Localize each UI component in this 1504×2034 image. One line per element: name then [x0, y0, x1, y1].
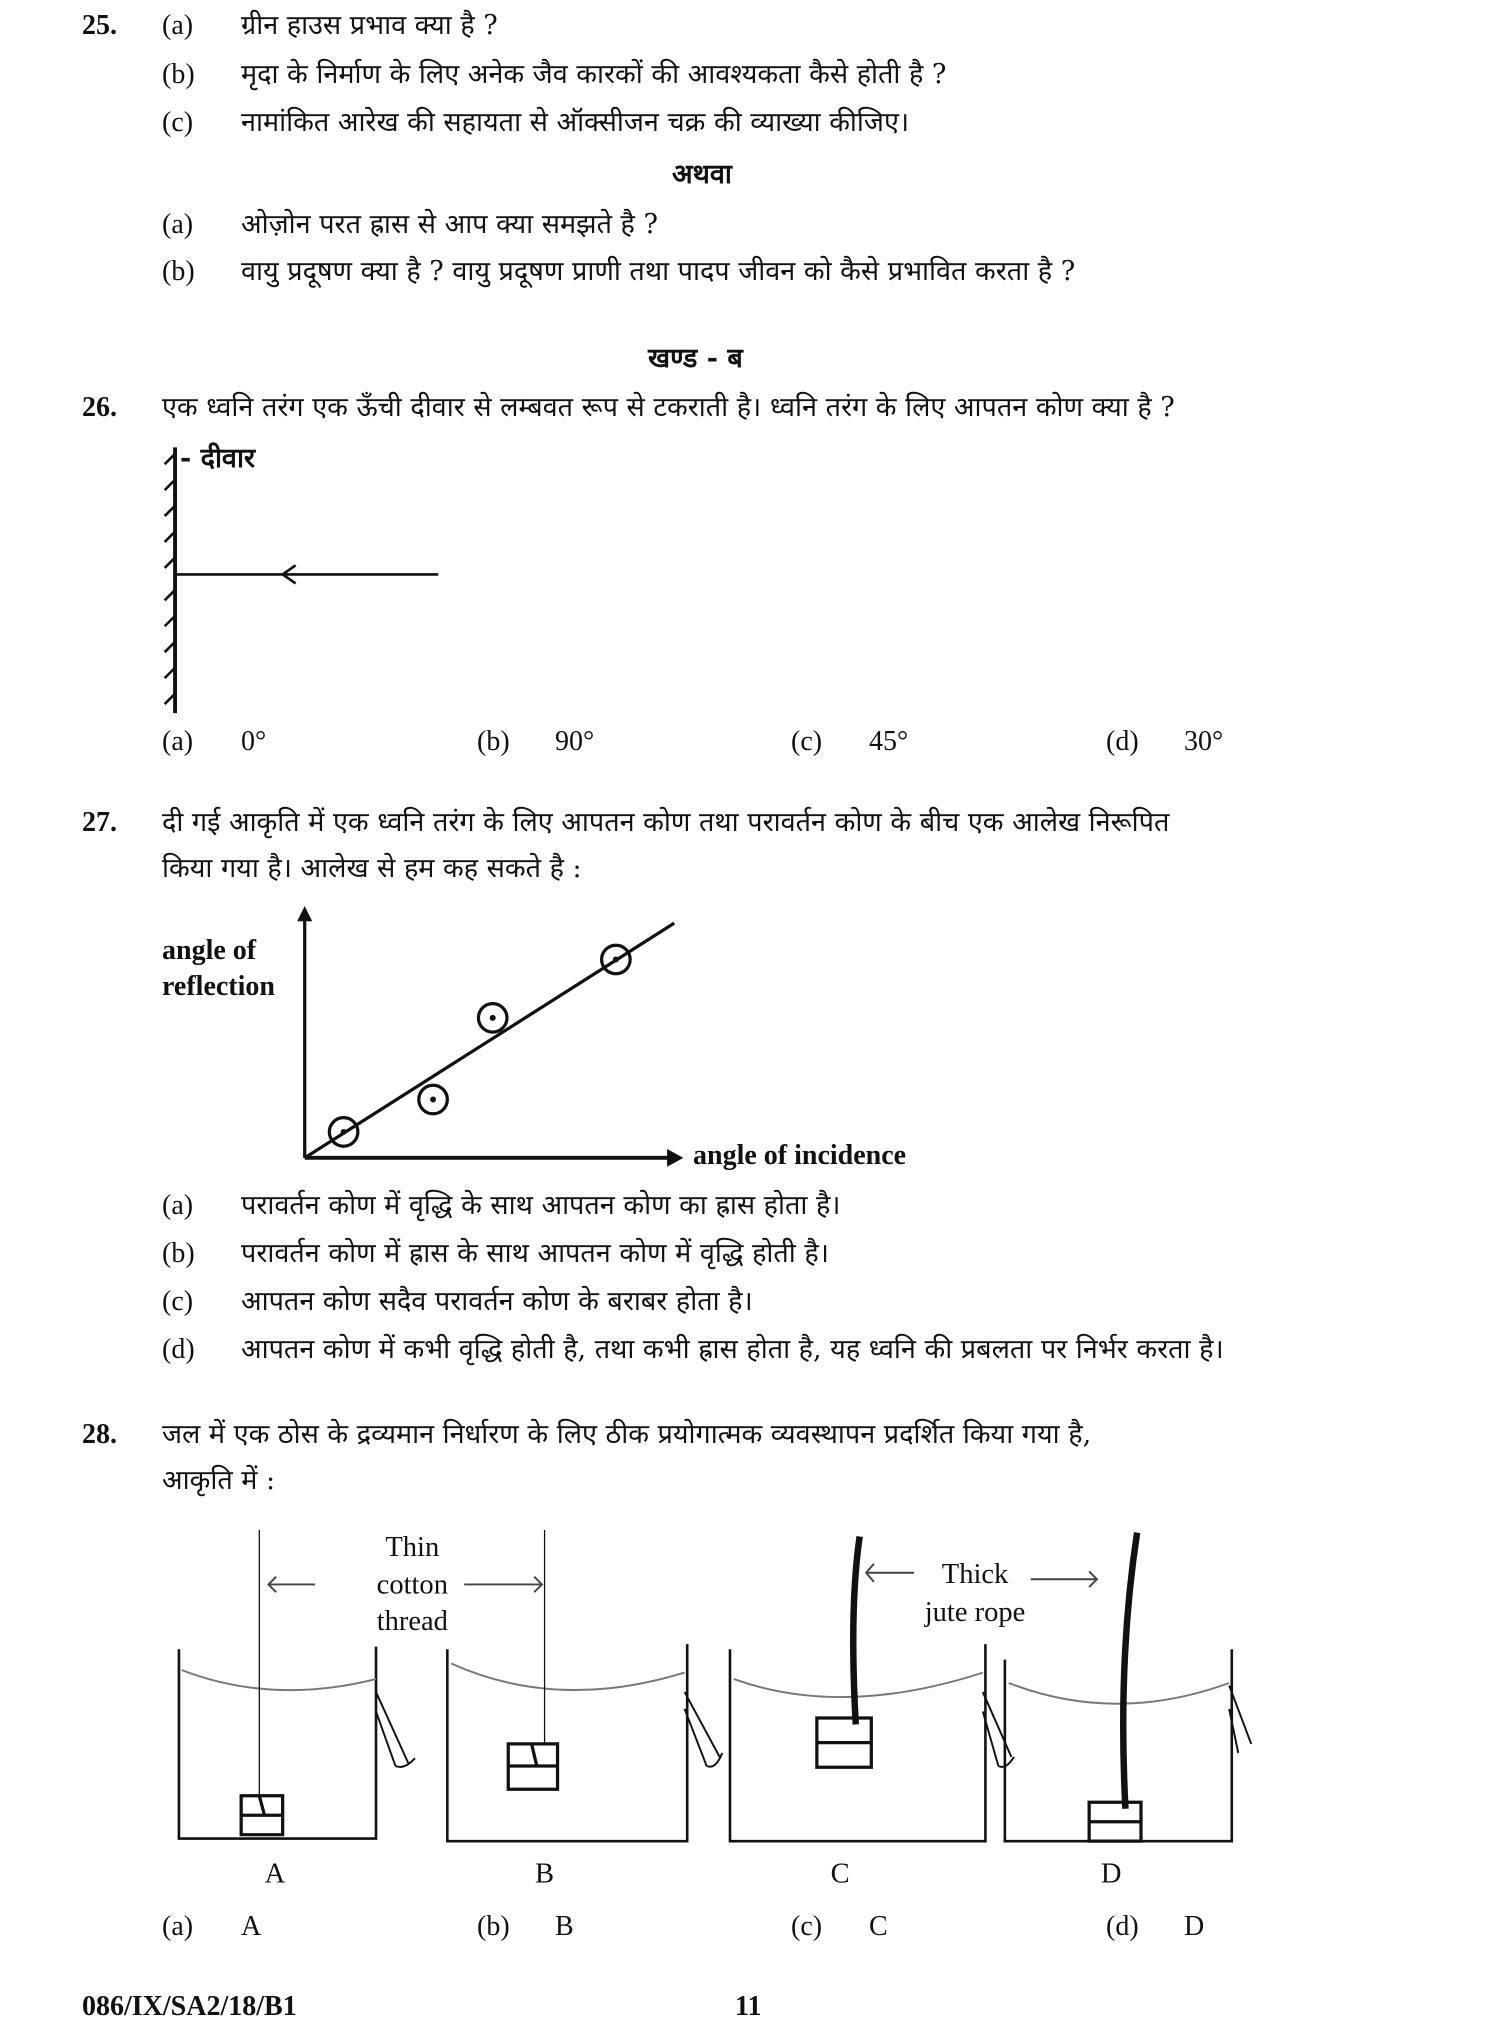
option-label: (c) — [791, 726, 823, 757]
option-label: (c) — [162, 1286, 194, 1317]
option-text: B — [555, 1911, 574, 1942]
question-number: 28. — [82, 1419, 117, 1450]
part-text: नामांकित आरेख की सहायता से ऑक्सीजन चक्र की व्याख्या कीजिए। — [241, 107, 910, 138]
part-label: (b) — [162, 59, 195, 90]
rope-label: Thick — [941, 1559, 1009, 1591]
rope-label: jute rope — [924, 1596, 1026, 1628]
question-text: एक ध्वनि तरंग एक ऊँची दीवार से लम्बवत रूप से टकराती है। ध्वनि तरंग के लिए आपतन कोण क्या है ? — [162, 392, 1175, 423]
thread-label: Thin — [385, 1531, 440, 1563]
setup-label: A — [264, 1858, 286, 1890]
part-label: (b) — [162, 256, 195, 287]
section-heading: खण्ड - ब — [648, 343, 743, 374]
option-label: (b) — [477, 1911, 510, 1942]
option-text: परावर्तन कोण में ह्रास के साथ आपतन कोण में वृद्धि होती है। — [241, 1238, 829, 1269]
trend-line — [305, 923, 675, 1158]
paper-code: 086/IX/SA2/18/B1 — [82, 1991, 297, 2022]
option-text: 30° — [1184, 726, 1224, 757]
or-heading: अथवा — [672, 159, 732, 190]
option-label: (a) — [162, 726, 194, 757]
question-number: 27. — [82, 807, 117, 838]
data-point — [419, 1085, 448, 1114]
question-number: 25. — [82, 10, 117, 41]
data-point — [478, 1004, 507, 1033]
graph-xlabel: angle of incidence — [693, 1140, 907, 1171]
x-axis-arrow-icon — [668, 1150, 682, 1166]
thread-label: thread — [376, 1605, 448, 1637]
part-label: (c) — [162, 107, 194, 138]
graph-ylabel: angle of — [162, 935, 257, 966]
data-point — [602, 945, 631, 974]
part-text: ग्रीन हाउस प्रभाव क्या है ? — [241, 10, 498, 41]
option-text: D — [1184, 1911, 1205, 1942]
part-text: मृदा के निर्माण के लिए अनेक जैव कारकों की आवश्यकता कैसे होती है ? — [241, 59, 947, 90]
wall-label: - दीवार — [180, 443, 255, 474]
option-text: A — [241, 1911, 262, 1942]
option-label: (b) — [162, 1238, 195, 1269]
part-text: ओज़ोन परत ह्रास से आप क्या समझते है ? — [241, 209, 658, 240]
option-label: (d) — [1106, 726, 1139, 757]
option-label: (a) — [162, 1190, 194, 1221]
option-label: (c) — [791, 1911, 823, 1942]
option-text: C — [869, 1911, 888, 1942]
option-label: (a) — [162, 1911, 194, 1942]
option-text: 0° — [241, 726, 267, 757]
setup-label: B — [535, 1858, 555, 1890]
setup-label: D — [1100, 1858, 1122, 1890]
beaker-b — [447, 1530, 722, 1841]
question-number: 26. — [82, 392, 117, 423]
question-text: आकृति में : — [162, 1465, 276, 1496]
part-label: (a) — [162, 10, 194, 41]
part-text: वायु प्रदूषण क्या है ? वायु प्रदूषण प्राणी तथा पादप जीवन को कैसे प्रभावित करता है ? — [241, 256, 1076, 287]
option-label: (b) — [477, 726, 510, 757]
option-text: 45° — [869, 726, 909, 757]
data-point — [329, 1118, 358, 1147]
option-label: (d) — [162, 1334, 195, 1365]
wall-diagram — [165, 447, 439, 713]
page-number: 11 — [735, 1991, 762, 2022]
setup-label: C — [830, 1858, 850, 1890]
part-label: (a) — [162, 209, 194, 240]
graph-ylabel: reflection — [162, 971, 275, 1002]
thread-label: cotton — [376, 1569, 448, 1601]
y-axis-arrow-icon — [298, 908, 311, 921]
reflection-graph — [298, 908, 682, 1166]
option-text: 90° — [555, 726, 595, 757]
question-text: दी गई आकृति में एक ध्वनि तरंग के लिए आपतन कोण तथा परावर्तन कोण के बीच एक आलेख निरूपित — [162, 807, 1170, 838]
option-text: आपतन कोण में कभी वृद्धि होती है, तथा कभी ह्रास होता है, यह ध्वनि की प्रबलता पर निर्भर करता है। — [241, 1334, 1224, 1365]
question-text: जल में एक ठोस के द्रव्यमान निर्धारण के लिए ठीक प्रयोगात्मक व्यवस्थापन प्रदर्शित किया गया है, — [162, 1419, 1092, 1450]
question-text: किया गया है। आलेख से हम कह सकते है : — [162, 853, 582, 884]
option-text: परावर्तन कोण में वृद्धि के साथ आपतन कोण का ह्रास होता है। — [241, 1190, 841, 1221]
option-label: (d) — [1106, 1911, 1139, 1942]
option-text: आपतन कोण सदैव परावर्तन कोण के बराबर होता है। — [241, 1286, 753, 1317]
